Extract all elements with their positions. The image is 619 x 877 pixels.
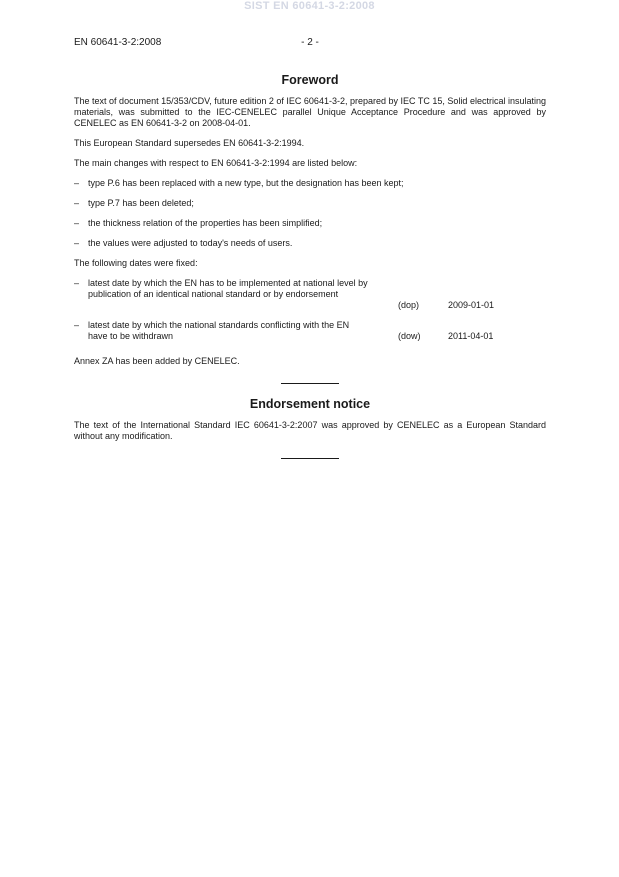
- date-item-dop: [74, 278, 546, 311]
- change-text: the values were adjusted to today's needs of users.: [88, 238, 293, 248]
- foreword-title: Foreword: [281, 73, 339, 87]
- change-item: [74, 218, 546, 229]
- changes-intro: The main changes with respect to EN 60641-3-2:1994 are listed below:: [74, 158, 358, 168]
- foreword-intro: The text of document 15/353/CDV, future edition 2 of IEC 60641-3-2, prepared by IEC TC 15, Solid electrical insulating materials, was submitted to the IEC-CENELEC parallel Unique Acceptance Procedure and was approved by CENELEC as EN 60641-3-2 on 2008-04-01.: [74, 96, 546, 128]
- dash-bullet: –: [74, 178, 80, 188]
- dates-intro: The following dates were fixed:: [74, 258, 198, 268]
- change-item: [74, 198, 546, 209]
- change-item: [74, 238, 546, 249]
- dash-bullet: –: [74, 218, 80, 228]
- date-description: latest date by which the national standards conflicting with the EN have to be withdrawn: [88, 320, 350, 341]
- supersedes-note: This European Standard supersedes EN 60641-3-2:1994.: [74, 138, 305, 148]
- dash-bullet: –: [74, 198, 80, 208]
- change-text: type P.6 has been replaced with a new type, but the designation has been kept;: [88, 178, 404, 188]
- dash-bullet: –: [74, 278, 80, 288]
- date-item-dow: [74, 320, 546, 342]
- section-divider: [281, 383, 339, 384]
- dash-bullet: –: [74, 320, 80, 330]
- change-text: type P.7 has been deleted;: [88, 198, 194, 208]
- page-number: - 2 -: [301, 37, 319, 48]
- date-description: latest date by which the EN has to be implemented at national level by publication of an identical national standard or by endorsement: [88, 278, 368, 299]
- watermark: SIST EN 60641-3-2:2008: [244, 0, 375, 12]
- date-abbreviation: (dop): [398, 300, 420, 310]
- date-value: 2011-04-01: [448, 331, 494, 341]
- annex-note: Annex ZA has been added by CENELEC.: [74, 356, 240, 366]
- page-body: [74, 72, 546, 459]
- change-item: [74, 178, 546, 189]
- section-divider: [281, 458, 339, 459]
- dash-bullet: –: [74, 238, 80, 248]
- change-text: the thickness relation of the properties has been simplified;: [88, 218, 323, 228]
- endorsement-title: Endorsement notice: [249, 397, 371, 411]
- date-abbreviation: (dow): [398, 331, 421, 341]
- page-header: [74, 37, 546, 51]
- document-id: EN 60641-3-2:2008: [74, 37, 162, 48]
- date-value: 2009-01-01: [448, 300, 495, 310]
- endorsement-text: The text of the International Standard IEC 60641-3-2:2007 was approved by CENELEC as a European Standard without any modification.: [74, 420, 546, 441]
